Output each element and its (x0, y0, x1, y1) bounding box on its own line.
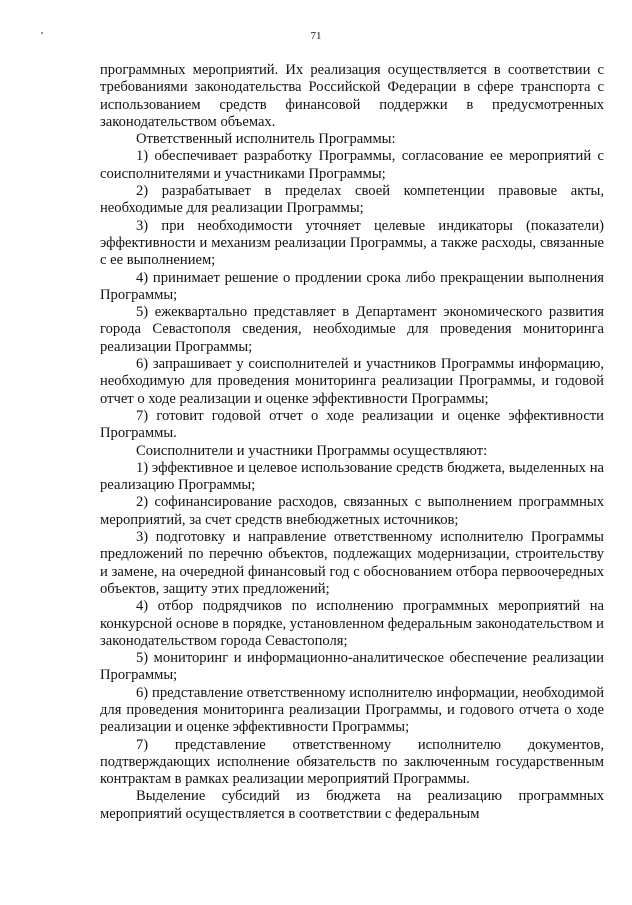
paragraph: программных мероприятий. Их реализация осуществляется в соответствии с требованиями законодательства Российской Федерации в сфере транспорта с использованием средств финансовой поддержки в предусмотренных законодательством объемах. (100, 62, 604, 130)
paragraph: 1) обеспечивает разработку Программы, согласование ее мероприятий с соисполнителями и участниками Программы; (100, 148, 604, 182)
paragraph: Соисполнители и участники Программы осуществляют: (136, 442, 488, 459)
document-body (100, 62, 604, 823)
paragraph: 7) представление ответственному исполнителю документов, подтверждающих исполнение обязательств по заключенным государственным контрактам в рамках реализации мероприятий Программы. (100, 736, 604, 788)
paragraph: 5) ежеквартально представляет в Департамент экономического развития города Севастополя сведения, необходимые для проведения мониторинга реализации Программы; (100, 304, 604, 355)
paragraph: Ответственный исполнитель Программы: (136, 131, 396, 148)
paragraph: 5) мониторинг и информационно-аналитическое обеспечение реализации Программы; (100, 650, 604, 684)
paragraph: 6) представление ответственному исполнителю информации, необходимой для проведения мониторинга реализации Программы, и годового отчета о ходе реализации и оценке эффективности Программы; (100, 684, 604, 736)
paragraph: 6) запрашивает у соисполнителей и участников Программы информацию, необходимую для проведения мониторинга реализации Программы, и годовой отчет о ходе реализации и оценке эффективности Программы; (100, 356, 604, 407)
paragraph: Выделение субсидий из бюджета на реализацию программных мероприятий осуществляется в соответствии с федеральным (100, 788, 604, 822)
paragraph: 4) принимает решение о продлении срока либо прекращении выполнения Программы; (100, 269, 604, 303)
paragraph: 3) при необходимости уточняет целевые индикаторы (показатели) эффективности и механизм реализации Программы, а также расходы, связанные с ее выполнением; (100, 217, 604, 269)
paragraph: 2) софинансирование расходов, связанных с выполнением программных мероприятий, за счет средств внебюджетных источников; (100, 494, 604, 528)
paragraph: 7) готовит годовой отчет о ходе реализации и оценке эффективности Программы. (100, 407, 604, 442)
page-number: 71 (310, 30, 322, 42)
paragraph: 3) подготовку и направление ответственному исполнителю Программы предложений по перечню объектов, подлежащих модернизации, строительству и замене, на очередной финансовый год с обоснованием отбора первоочередных объектов, защиту этих предложений; (100, 529, 604, 597)
scan-speck (41, 32, 43, 34)
paragraph: 2) разрабатывает в пределах своей компетенции правовые акты, необходимые для реализации Программы; (100, 183, 604, 217)
paragraph: 1) эффективное и целевое использование средств бюджета, выделенных на реализацию Программы; (100, 459, 604, 494)
paragraph: 4) отбор подрядчиков по исполнению программных мероприятий на конкурсной основе в порядке, установленном федеральным законодательством и законодательством города Севастополя; (100, 598, 604, 649)
